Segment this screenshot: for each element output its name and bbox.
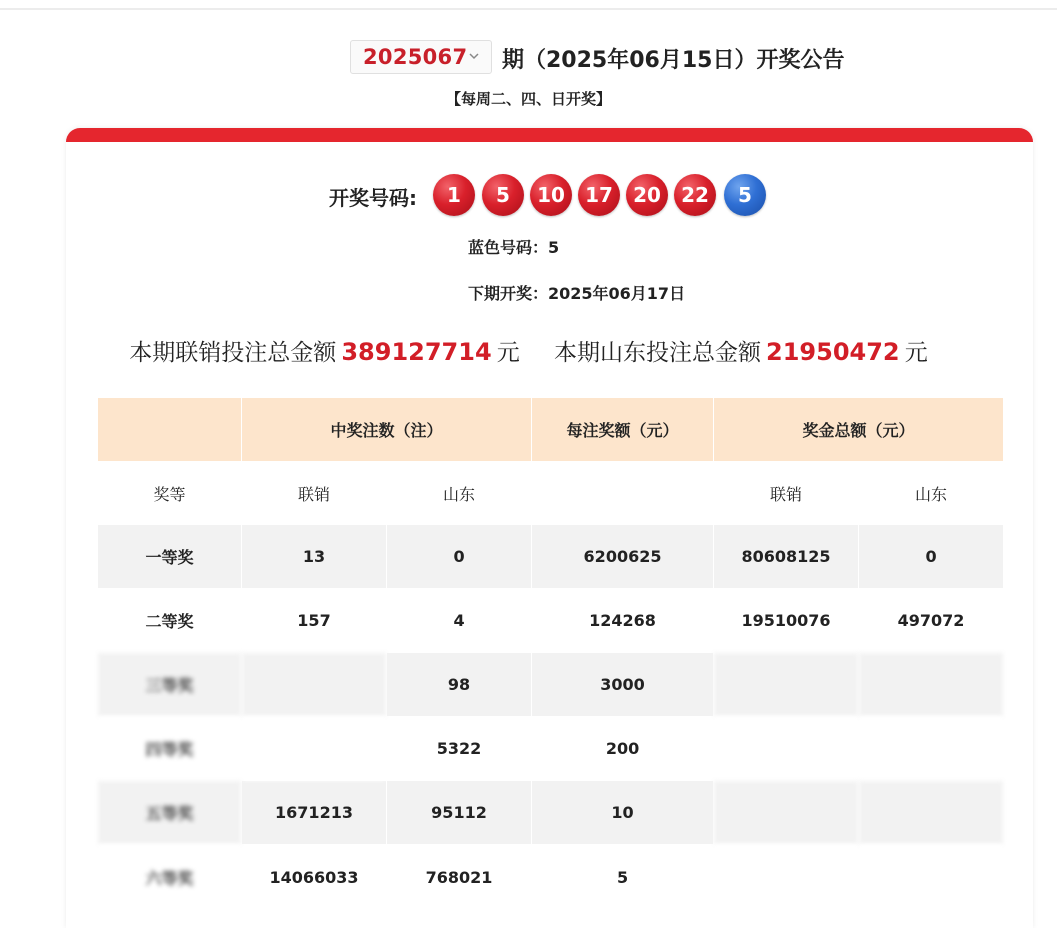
count-union [242,653,387,717]
total-union [714,717,859,781]
blue-ball: 5 [724,174,766,216]
count-union: 1671213 [242,781,387,845]
union-sales-amount: 389127714 [341,338,492,366]
issue-number: 2025067 [363,45,468,69]
header-total-union: 联销 [714,462,859,525]
prize-table [97,397,1004,910]
header-total-prize: 奖金总额（元） [714,398,1004,462]
prize-level: 二等奖 [98,589,242,653]
header-winning-count: 中奖注数（注） [242,398,532,462]
header-cell-empty [98,398,242,462]
prize-level: 四等奖 [98,717,242,781]
draw-schedule: 【每周二、四、日开奖】 [445,90,611,108]
winning-numbers [0,172,1057,218]
page-title: 期（2025年06月15日）开奖公告 [502,48,845,73]
count-union: 14066033 [242,845,387,910]
union-sales-label: 本期联销投注总金额 [129,340,337,366]
table-row [98,781,1004,845]
per-prize: 124268 [532,589,714,653]
per-prize: 5 [532,845,714,910]
count-shandong: 0 [387,525,532,589]
table-row [98,717,1004,781]
prize-level: 五等奖 [98,781,242,845]
page-header [0,40,1057,80]
header-prize-level: 奖等 [98,462,242,525]
header-per-empty [532,462,714,525]
count-union: 157 [242,589,387,653]
prize-level: 三等奖 [98,653,242,717]
count-shandong: 768021 [387,845,532,910]
header-count-union: 联销 [242,462,387,525]
sales-summary [0,334,1057,367]
total-shandong [859,781,1004,845]
red-ball: 10 [530,174,572,216]
red-ball: 22 [674,174,716,216]
total-shandong: 497072 [859,589,1004,653]
prize-level: 六等奖 [98,845,242,910]
red-ball: 5 [482,174,524,216]
count-shandong: 5322 [387,717,532,781]
count-shandong: 4 [387,589,532,653]
prize-level: 一等奖 [98,525,242,589]
shandong-sales-unit: 元 [904,340,928,366]
shandong-sales-amount: 21950472 [766,338,900,366]
total-shandong [859,653,1004,717]
table-row [98,845,1004,910]
next-draw-text: 下期开奖：2025年06月17日 [468,284,686,303]
winning-numbers-label: 开奖号码: [329,186,417,210]
count-union [242,717,387,781]
header-total-shandong: 山东 [859,462,1004,525]
shandong-sales-label: 本期山东投注总金额 [553,340,761,366]
total-shandong: 0 [859,525,1004,589]
blue-number-text: 蓝色号码：5 [468,238,560,257]
table-row [98,589,1004,653]
chevron-down-icon [467,49,481,63]
issue-select[interactable] [350,40,492,74]
total-union: 80608125 [714,525,859,589]
red-ball: 1 [433,174,475,216]
total-union: 19510076 [714,589,859,653]
total-union [714,845,859,910]
header-count-shandong: 山东 [387,462,532,525]
per-prize: 3000 [532,653,714,717]
table-row [98,653,1004,717]
total-union [714,781,859,845]
top-divider [0,8,1057,10]
red-ball: 20 [626,174,668,216]
table-row [98,525,1004,589]
header-per-prize: 每注奖额（元） [532,398,714,462]
per-prize: 10 [532,781,714,845]
total-shandong [859,717,1004,781]
count-shandong: 98 [387,653,532,717]
total-union [714,653,859,717]
table-sub-header [98,462,1004,525]
total-shandong [859,845,1004,910]
count-shandong: 95112 [387,781,532,845]
table-group-header [98,398,1004,462]
count-union: 13 [242,525,387,589]
union-sales-unit: 元 [496,340,520,366]
per-prize: 6200625 [532,525,714,589]
per-prize: 200 [532,717,714,781]
red-ball: 17 [578,174,620,216]
